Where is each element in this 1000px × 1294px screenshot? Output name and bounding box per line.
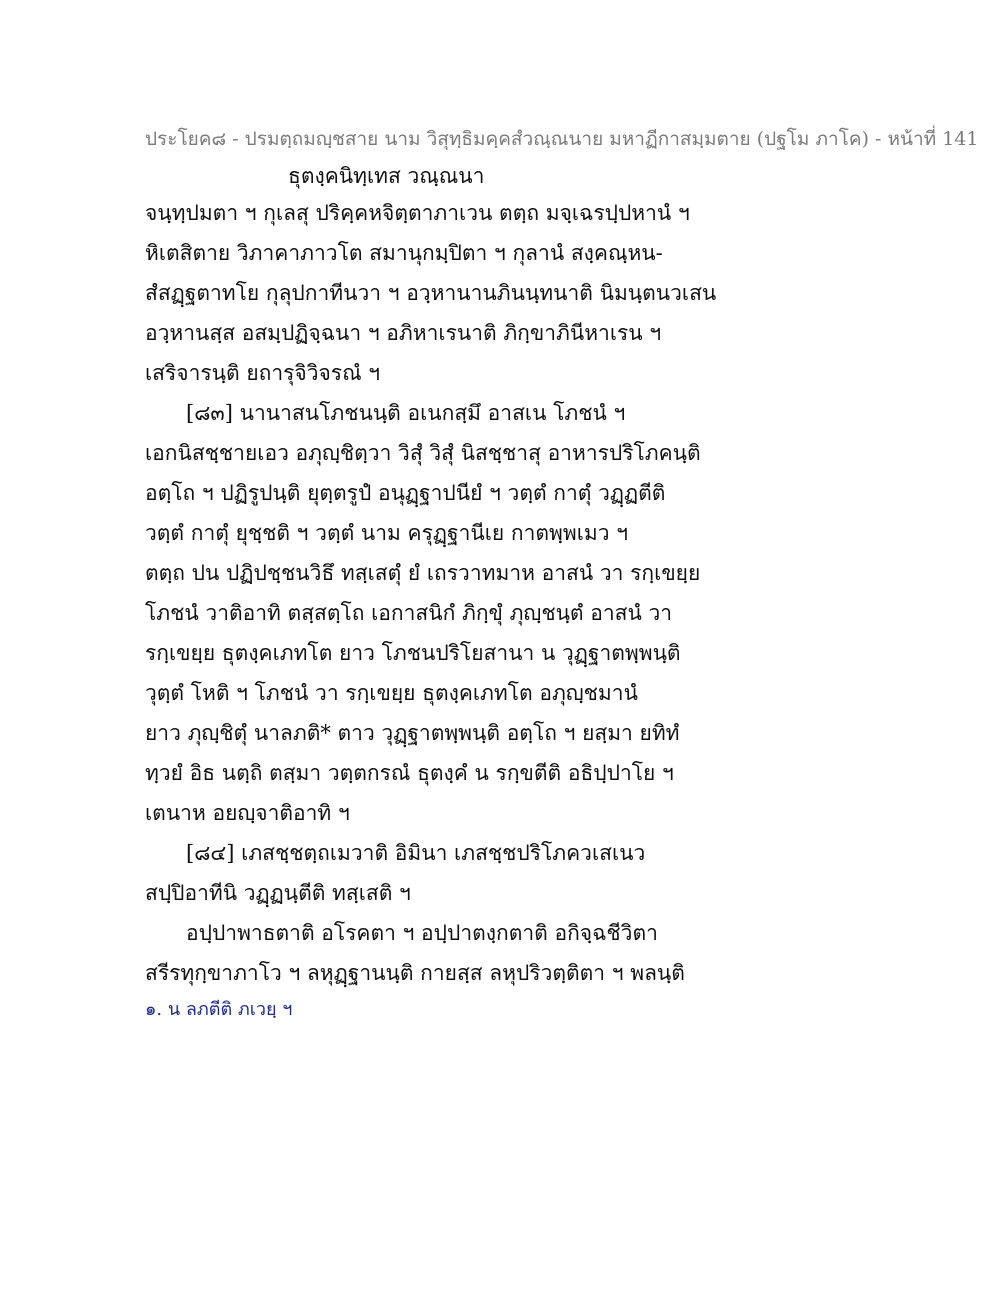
body-line: ทฺวยํ อิธ นตฺถิ ตสฺมา วตฺตกรณํ ธุตงฺคํ น รกฺขตีติ อธิปฺปาโย ฯ — [145, 761, 674, 785]
body-line: เอกนิสชฺชายเอว อภุญฺชิตฺวา วิสุํ วิสุํ นิสชฺชาสุ อาหารปริโภคนฺติ — [145, 441, 701, 465]
body-line: วตฺตํ กาตุํ ยุชฺชติ ฯ วตฺตํ นาม ครุฏฺฐานีเย กาตพฺพเมว ฯ — [145, 521, 628, 545]
body-line: รกฺเขยฺย ธุตงฺคเภทโต ยาว โภชนปริโยสานา น วุฏฺฐาตพฺพนฺติ — [145, 641, 681, 665]
body-line: สรีรทุกฺขาภาโว ฯ ลหุฏฺฐานนฺติ กายสฺส ลหุปริวตฺติตา ฯ พลนฺติ — [145, 961, 685, 985]
body-line: วุตฺตํ โหติ ฯ โภชนํ วา รกฺเขยฺย ธุตงฺคเภทโต อภุญฺชมานํ — [145, 681, 638, 705]
body-line: จนฺทฺปมตา ฯ กุเลสุ ปริคฺคหจิตฺตาภาเวน ตตฺถ มจฺเฉรปฺปหานํ ฯ — [145, 201, 690, 225]
body-line: อวฺหานสฺส อสมฺปฏิจฺฉนา ฯ อภิหาเรนาติ ภิกฺขาภินีหาเรน ฯ — [145, 321, 662, 345]
page-header: ประโยค๘ - ปรมตฺถมญฺชสาย นาม วิสุทฺธิมคฺคสํวณฺณนาย มหาฏีกาสมฺมตาย (ปฐโม ภาโค) - หน้าที่ 141 — [145, 128, 979, 150]
body-line: หิเตสิตาย วิภาคาภาวโต สมานุกมฺปิตา ฯ กุลานํ สงฺคณฺหน- — [145, 241, 663, 265]
body-line-indented: อปฺปาพาธตาติ อโรคตา ฯ อปฺปาตงฺกตาติ อกิจฺฉชีวิตา — [186, 921, 658, 945]
body-line: สปฺปิอาทีนิ วฏฺฏนฺตีติ ทสฺเสติ ฯ — [145, 881, 411, 905]
body-line: ยาว ภุญฺชิตุํ นาลภติ* ตาว วุฏฺฐาตพฺพนฺติ อตฺโถ ฯ ยสฺมา ยทิทํ — [145, 721, 680, 745]
body-line: สํสฏฺฐตาทโย กุลุปกาทีนวา ฯ อวฺหานานภินนฺทนาติ นิมนฺตนวเสน — [145, 281, 717, 305]
body-line-indented: [๘๓] นานาสนโภชนนฺติ อเนกสฺมึ อาสเน โภชนํ ฯ — [186, 401, 626, 425]
body-line: ตตฺถ ปน ปฏิปชฺชนวิธึ ทสฺเสตุํ ยํ เถรวาทมาห อาสนํ วา รกฺเขยฺย — [145, 561, 701, 585]
body-line: เสริจารนฺติ ยถารุจิวิจรณํ ฯ — [145, 361, 381, 385]
body-line: เตนาห อยญฺจาติอาทิ ฯ — [145, 801, 350, 825]
footnote: ๑. น ลภตีติ ภเวยฺ ฯ — [145, 999, 293, 1020]
body-line: โภชนํ วาติอาทิ ตสฺสตฺโถ เอกาสนิกํ ภิกฺขุํ ภุญฺชนฺตํ อาสนํ วา — [145, 601, 673, 625]
body-line: อตฺโถ ฯ ปฏิรูปนฺติ ยุตฺตรูปํ อนุฏฺฐาปนียํ ฯ วตฺตํ กาตุํ วฏฺฏตีติ — [145, 481, 666, 505]
body-line-indented: [๘๔] เภสชฺชตฺถเมวาติ อิมินา เภสชฺชปริโภควเสเนว — [186, 841, 646, 865]
section-title: ธุตงฺคนิทฺเทส วณฺณนา — [288, 164, 485, 188]
